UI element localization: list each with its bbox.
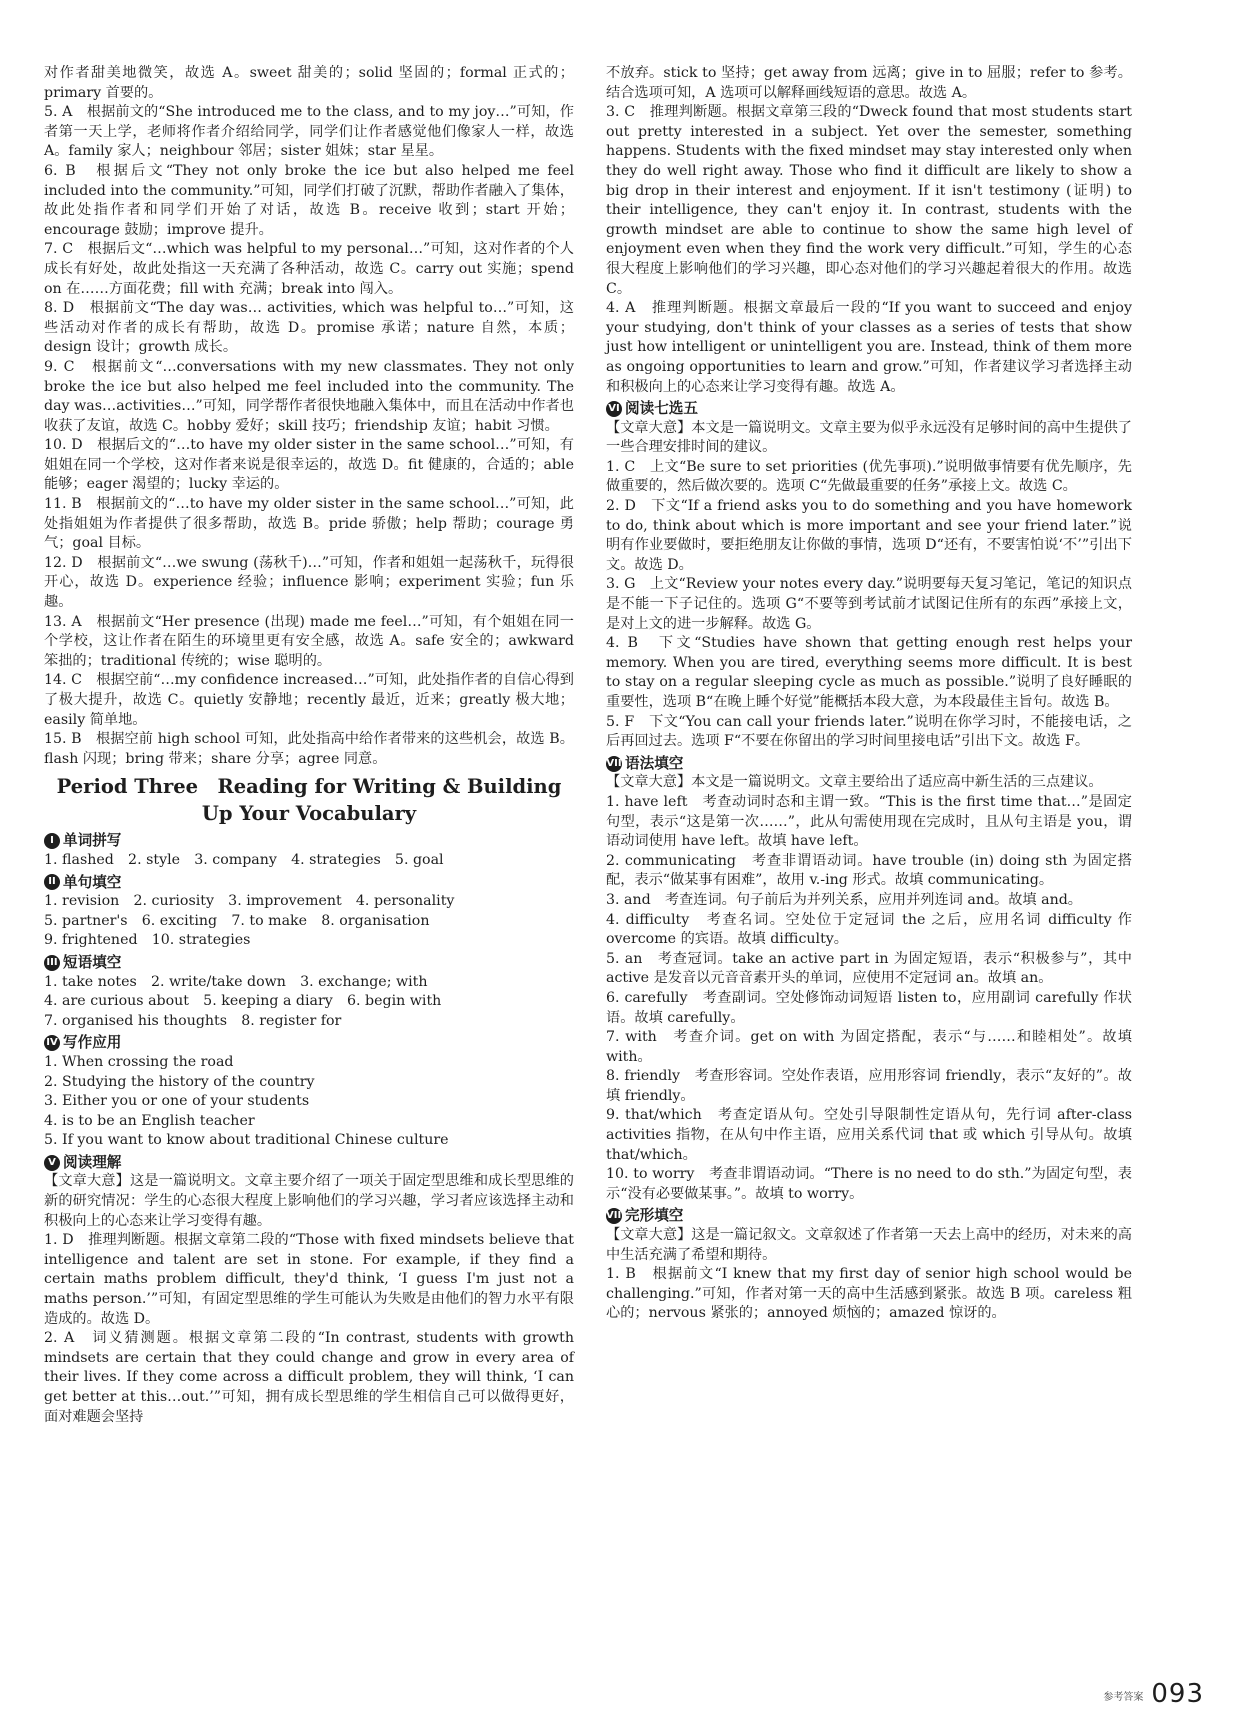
section-heading — [606, 1206, 1132, 1226]
answer-paragraph: 【文章大意】本文是一篇说明文。文章主要为似乎永远没有足够时间的高中生提供了一些合理安排时间的建议。 — [606, 419, 1132, 456]
answer-paragraph: 2. communicating 考查非谓语动词。have trouble (in) doing sth 为固定搭配，表示“做某事有困难”，故用 v.-ing 形式。故填 communicating。 — [606, 852, 1132, 889]
answer-paragraph: 1. C 上文“Be sure to set priorities (优先事项).”说明做事情要有优先顺序，先做重要的，然后做次要的。选项 C“先做最重要的任务”承接上文。故选 C。 — [606, 458, 1132, 495]
answer-line: 7. organised his thoughts 8. register for — [44, 1012, 342, 1029]
section-title: 阅读理解 — [63, 1153, 122, 1171]
answer-paragraph: 5. F 下文“You can call your friends later.”说明在你学习时，不能接电话，之后再回过去。选项 F“不要在你留出的学习时间里接电话”引出下文。故选 F。 — [606, 713, 1132, 750]
answer-line: 1. take notes 2. write/take down 3. exchange; with — [44, 973, 428, 990]
section-number-badge: VII — [606, 756, 622, 772]
period-title: Period Three Reading for Writing & Building Up Your Vocabulary — [56, 775, 562, 826]
footer-label: 参考答案 — [1103, 1692, 1144, 1703]
answer-paragraph: 13. A 根据前文“Her presence (出现) made me feel…”可知，有个姐姐在同一个学校，这让作者在陌生的环境里更有安全感，故选 A。safe 安全的；awkward 笨拙的；traditional 传统的；wise 聪明的。 — [44, 613, 574, 669]
answer-paragraph: 7. C 根据后文“…which was helpful to my personal…”可知，这对作者的个人成长有好处，故此处指这一天充满了各种活动，故选 C。carry out 实施；spend on 在……方面花费；fill with 充满；break into 闯入。 — [44, 241, 574, 297]
answer-paragraph: 3. and 考查连词。句子前后为并列关系，应用并列连词 and。故填 and。 — [606, 891, 1082, 908]
answer-line: 5. partner's 6. exciting 7. to make 8. organisation — [44, 912, 430, 929]
answer-line: 1. revision 2. curiosity 3. improvement 4. personality — [44, 893, 455, 910]
answer-paragraph: 6. carefully 考查副词。空处修饰动词短语 listen to，应用副词 carefully 作状语。故填 carefully。 — [606, 989, 1132, 1026]
answer-line: 9. frightened 10. strategies — [44, 932, 251, 949]
answer-paragraph: 14. C 根据空前“…my confidence increased…”可知，此处指作者的自信心得到了极大提升，故选 C。quietly 安静地；recently 最近，近来；greatly 极大地；easily 简单地。 — [44, 672, 574, 728]
answer-paragraph: 11. B 根据前文的“…to have my older sister in the same school…”可知，此处指姐姐为作者提供了很多帮助，故选 B。pride 骄傲；help 帮助；courage 勇气；goal 目标。 — [44, 496, 574, 552]
answer-paragraph: 15. B 根据空前 high school 可知，此处指高中给作者带来的这些机会，故选 B。flash 闪现；bring 带来；share 分享；agree 同意。 — [44, 731, 574, 767]
answer-line: 1. When crossing the road — [44, 1053, 234, 1070]
answer-line: 1. flashed 2. style 3. company 4. strategies 5. goal — [44, 851, 444, 868]
section-title: 完形填空 — [625, 1207, 684, 1225]
answer-paragraph: 3. C 推理判断题。根据文章第三段的“Dweck found that most students start out pretty interested in a subject. Yet over the semester, something happens. Students with the fixed mindset may stay interested only when they do well right away. Those who find it difficult are likely to show a big drop in their interest and enjoyment. If it isn't testimony (证明) to their intelligence, they can't enjoy it. In contrast, students with the growth mindset are able to continue to show the same high level of enjoyment even when they find the work very difficult.”可知，学生的心态很大程度上影响他们的学习兴趣，即心态对他们的学习兴趣起着很大的作用。故选 C。 — [606, 104, 1132, 297]
section-number-badge: II — [44, 874, 60, 890]
section-heading — [44, 1033, 574, 1053]
section-title: 单词拼写 — [63, 832, 122, 850]
answer-paragraph: 不放弃。stick to 坚持；get away from 远离；give in to 屈服；refer to 参考。结合选项可知，A 选项可以解释画线短语的意思。故选 A。 — [606, 65, 1132, 101]
section-heading — [44, 873, 574, 893]
answer-line: 5. If you want to know about traditional Chinese culture — [44, 1132, 449, 1149]
answer-paragraph: 4. A 推理判断题。根据文章最后一段的“If you want to succeed and enjoy your studying, don't think of your classes as a series of tests that show just how intelligent or unintelligent you are. Instead, think of them more as ongoing opportunities to learn and grow.”可知，作者建议学习者选择主动和积极向上的心态来让学习变得有趣。故选 A。 — [606, 300, 1132, 395]
right-column — [606, 64, 1132, 1324]
answer-line: 2. Studying the history of the country — [44, 1073, 315, 1090]
answer-paragraph: 6. B 根据后文“They not only broke the ice but also helped me feel included into the community.”可知，同学们打破了沉默，帮助作者融入了集体，故此处指作者和同学们开始了对话，故选 B。receive 收到；start 开始；encourage 鼓励；improve 提升。 — [44, 162, 574, 238]
section-number-badge: VIII — [606, 1208, 622, 1224]
section-heading — [606, 754, 1132, 774]
answer-paragraph: 12. D 根据前文“…we swung (荡秋千)…”可知，作者和姐姐一起荡秋千，玩得很开心，故选 D。experience 经验；influence 影响；experiment 实验；fun 乐趣。 — [44, 554, 574, 611]
answer-paragraph: 5. an 考查冠词。take an active part in 为固定短语，表示“积极参与”，其中 active 是发音以元音音素开头的单词，应使用不定冠词 an。故填 an。 — [606, 950, 1132, 987]
answer-paragraph: 10. D 根据后文的“…to have my older sister in the same school…”可知，有姐姐在同一个学校，这对作者来说是很幸运的，故选 D。fit 健康的，合适的；able 能够；eager 渴望的；lucky 幸运的。 — [44, 437, 574, 493]
answer-paragraph: 4. difficulty 考查名词。空处位于定冠词 the 之后，应用名词 difficulty 作 overcome 的宾语。故填 difficulty。 — [606, 911, 1132, 948]
section-number-badge: III — [44, 955, 60, 971]
page-number: 093 — [1151, 1679, 1204, 1709]
section-heading — [606, 399, 1132, 419]
answer-paragraph: 2. A 词义猜测题。根据文章第二段的“In contrast, students with growth mindsets are certain that they could change and grow in every area of their lives. If they come across a difficult problem, they will think, ‘I can get better at this…out.’”可知，拥有成长型思维的学生相信自己可以做得更好，面对难题会坚持 — [44, 1330, 574, 1425]
section-title: 写作应用 — [63, 1034, 122, 1052]
answer-paragraph: 8. friendly 考查形容词。空处作表语，应用形容词 friendly，表示“友好的”。故填 friendly。 — [606, 1068, 1132, 1104]
answer-line: 4. is to be an English teacher — [44, 1112, 255, 1129]
section-number-badge: VI — [606, 401, 622, 417]
section-number-badge: V — [44, 1155, 60, 1171]
answer-paragraph: 【文章大意】这是一篇说明文。文章主要介绍了一项关于固定型思维和成长型思维的新的研究情况：学生的心态很大程度上影响他们的学习兴趣，学习者应该选择主动和积极向上的心态来让学习变得有趣。 — [44, 1173, 574, 1229]
section-number-badge: IV — [44, 1035, 60, 1051]
answer-paragraph: 1. D 推理判断题。根据文章第二段的“Those with fixed mindsets believe that intelligence and talent are set in stone. For example, if they find a certain maths problem difficult, they'd think, ‘I guess I'm just not a maths person.’”可知，有固定型思维的学生可能认为失败是由他们的智力水平有限造成的。故选 D。 — [44, 1232, 574, 1327]
answer-paragraph: 10. to worry 考查非谓语动词。“There is no need to do sth.”为固定句型，表示“没有必要做某事。”。故填 to worry。 — [606, 1166, 1132, 1202]
left-column — [44, 64, 574, 1427]
answer-paragraph: 4. B 下文“Studies have shown that getting enough rest helps your memory. When you are tired, everything seems more difficult. It is best to stay on a regular sleeping cycle as much as possible.”说明了良好睡眠的重要性，选项 B“在晚上睡个好觉”能概括本段大意，为本段最佳主旨句。故选 B。 — [606, 635, 1132, 710]
answer-paragraph: 9. that/which 考查定语从句。空处引导限制性定语从句，先行词 after-class activities 指物，在从句中作主语，应用关系代词 that 或 which 引导从句。故填 that/which。 — [606, 1107, 1132, 1163]
answer-paragraph: 9. C 根据前文“…conversations with my new classmates. They not only broke the ice but also helped me feel included into the community. The day was…activities…”可知，同学帮作者很快地融入集体中，而且在活动中作者也收获了友谊，故选 C。hobby 爱好；skill 技巧；friendship 友谊；habit 习惯。 — [44, 358, 574, 434]
answer-paragraph: 1. B 根据前文“I knew that my first day of senior high school would be challenging.”可知，作者对第一天的高中生活感到紧张。故选 B 项。careless 粗心的；nervous 紧张的；annoyed 烦恼的；amazed 惊讶的。 — [606, 1266, 1132, 1322]
answer-paragraph: 2. D 下文“If a friend asks you to do something and you have homework to do, think about which is more important and see your friend later.”说明有作业要做时，要拒绝朋友让你做的事情，选项 D“还有，不要害怕说‘不’”引出下文。故选 D。 — [606, 498, 1132, 573]
answer-paragraph: 5. A 根据前文的“She introduced me to the class, and to my joy…”可知，作者第一天上学，老师将作者介绍给同学，同学们让作者感觉他们像家人一样，故选 A。family 家人；neighbour 邻居；sister 姐妹；star 星星。 — [44, 104, 574, 160]
section-heading — [44, 1153, 574, 1173]
answer-line: 3. Either you or one of your students — [44, 1093, 310, 1110]
section-title: 语法填空 — [625, 754, 684, 772]
answer-paragraph: 【文章大意】本文是一篇说明文。文章主要给出了适应高中新生活的三点建议。 — [606, 774, 1103, 791]
section-title: 阅读七选五 — [625, 400, 698, 418]
section-title: 短语填空 — [63, 953, 122, 971]
section-heading — [44, 831, 574, 851]
answer-paragraph: 7. with 考查介词。get on with 为固定搭配，表示“与……和睦相处”。故填 with。 — [606, 1029, 1132, 1065]
answer-paragraph: 8. D 根据前文“The day was… activities, which was helpful to…”可知，这些活动对作者的成长有帮助，故选 D。promise 承诺；nature 自然，本质；design 设计；growth 成长。 — [44, 300, 574, 356]
section-title: 单句填空 — [63, 873, 122, 891]
answer-paragraph: 3. G 上文“Review your notes every day.”说明要每天复习笔记，笔记的知识点是不能一下子记住的。选项 G“不要等到考试前才试图记住所有的东西”承接上文，是对上文的进一步解释。故选 G。 — [606, 576, 1132, 632]
answer-paragraph: 【文章大意】这是一篇记叙文。文章叙述了作者第一天去上高中的经历，对未来的高中生活充满了希望和期待。 — [606, 1227, 1132, 1263]
section-heading — [44, 953, 574, 973]
page-footer — [1103, 1679, 1204, 1709]
answer-paragraph: 对作者甜美地微笑，故选 A。sweet 甜美的；solid 坚固的；formal 正式的；primary 首要的。 — [44, 65, 574, 101]
section-number-badge: I — [44, 833, 60, 849]
answer-line: 4. are curious about 5. keeping a diary 6. begin with — [44, 993, 442, 1010]
answer-paragraph: 1. have left 考查动词时态和主谓一致。“This is the first time that…”是固定句型，表示“这是第一次……”，此从句需使用现在完成时，且从句主语是 you，谓语动词使用 have left。故填 have left。 — [606, 793, 1132, 850]
